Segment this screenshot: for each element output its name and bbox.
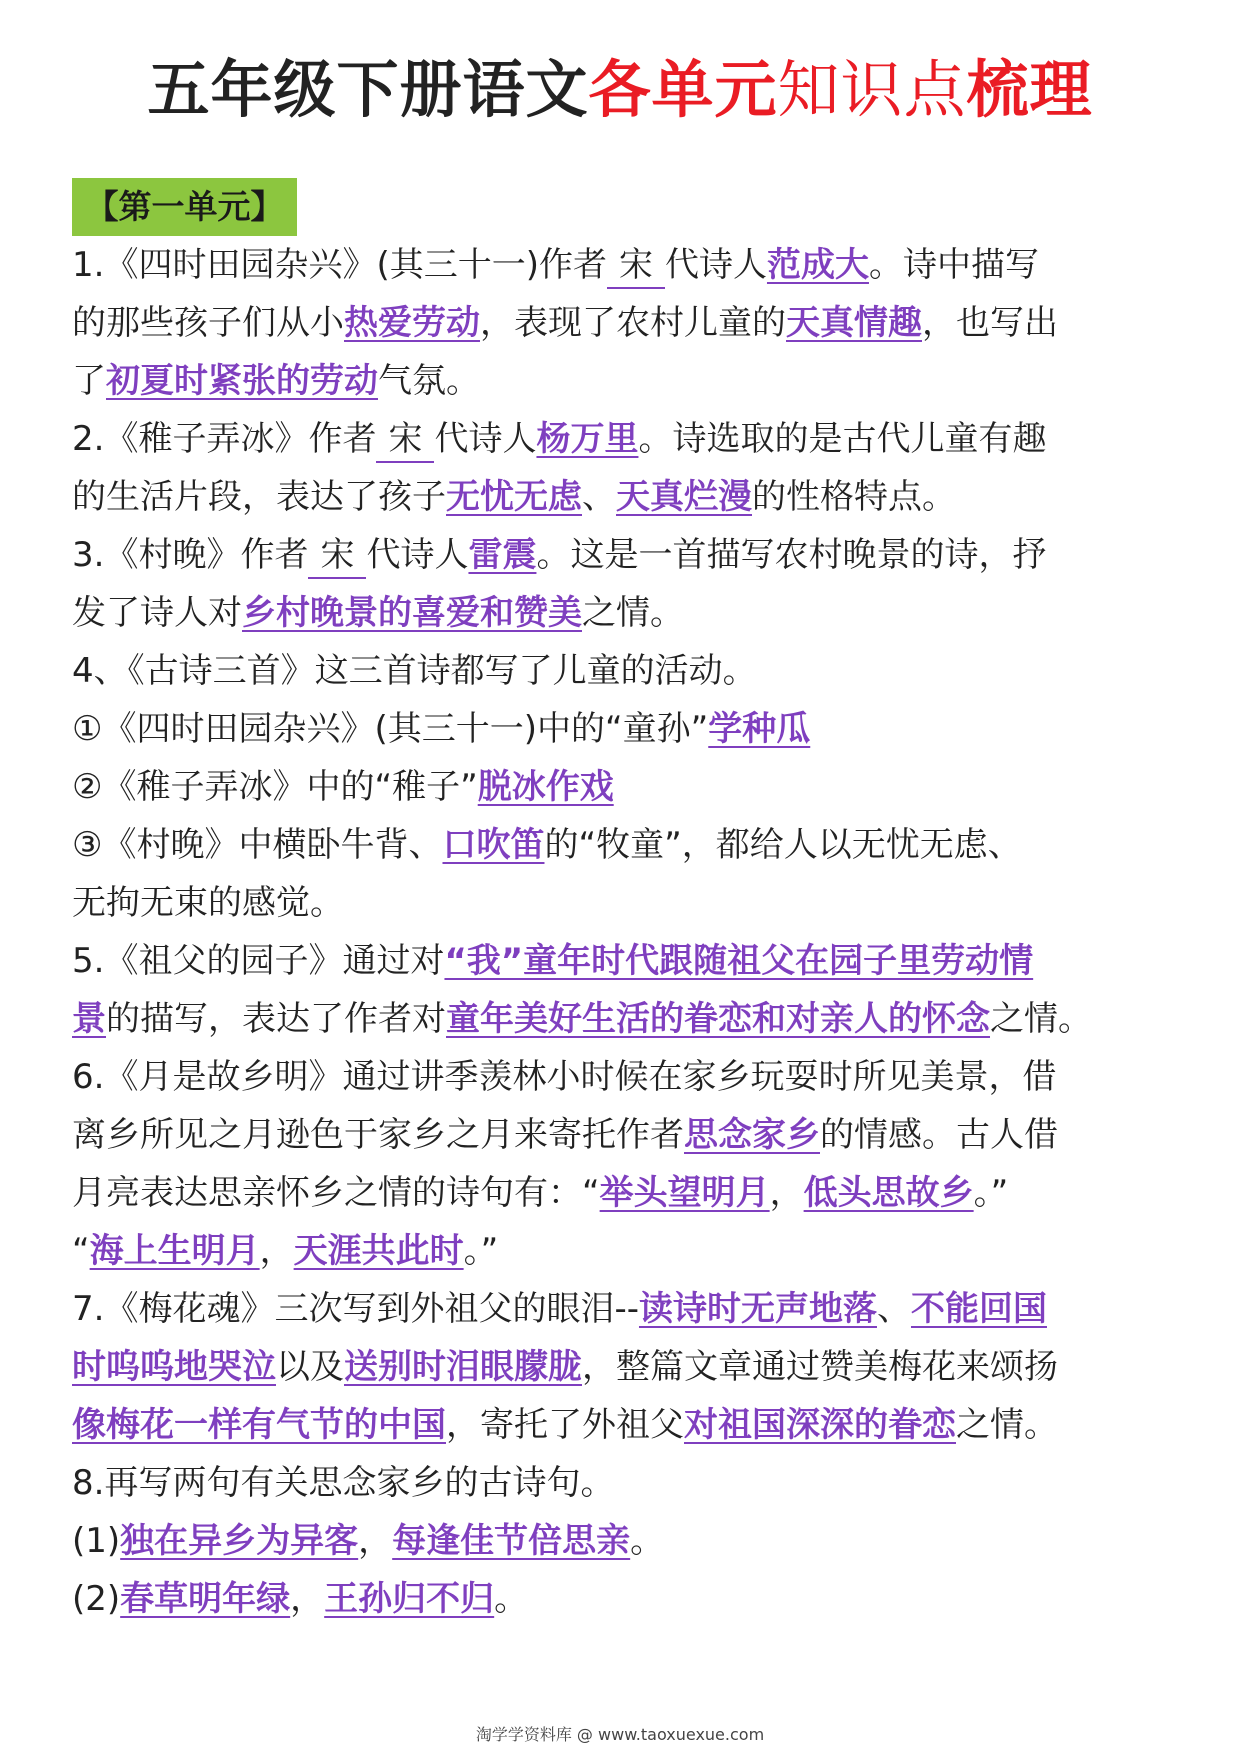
text-line	[72, 1222, 1172, 1280]
text-segment: 7.《梅花魂》三次写到外祖父的眼泪--	[72, 1289, 639, 1329]
text-line	[72, 410, 1172, 468]
text-line	[72, 932, 1172, 990]
answer-highlight: 读诗时无声地落	[638, 1289, 877, 1329]
text-line	[72, 1048, 1172, 1106]
text-segment: 、	[582, 477, 616, 517]
answer-highlight: 思念家乡	[684, 1115, 820, 1155]
text-segment: 1.《四时田园杂兴》(其三十一)作者	[72, 245, 607, 285]
text-segment: 。诗选取的是古代儿童有趣	[638, 419, 1047, 459]
text-line	[72, 990, 1172, 1048]
text-line	[72, 526, 1172, 584]
answer-highlight: 独在异乡为异客	[120, 1521, 359, 1561]
answer-highlight: 初夏时紧张的劳动	[106, 361, 378, 401]
answer-highlight: 低头思故乡	[803, 1173, 974, 1213]
answer-highlight: 天真情趣	[786, 303, 922, 343]
answer-highlight: 脱冰作戏	[477, 767, 614, 807]
text-segment: 的那些孩子们从小	[72, 303, 344, 343]
answer-highlight: “我”童年时代跟随祖父在园子里劳动情	[444, 941, 1034, 981]
text-segment: ，寄托了外祖父	[446, 1405, 684, 1445]
text-segment: 。	[630, 1521, 665, 1561]
answer-highlight: 雷震	[468, 535, 537, 575]
answer-highlight: 像梅花一样有气节的中国	[72, 1405, 446, 1445]
text-segment: ，	[769, 1173, 804, 1213]
page-title	[0, 50, 1240, 130]
text-line	[72, 1280, 1172, 1338]
text-segment: 的描写，表达了作者对	[106, 999, 446, 1039]
text-segment: ，	[259, 1231, 294, 1271]
answer-highlight: 口吹笛	[442, 825, 545, 865]
text-line	[72, 1396, 1172, 1454]
text-segment: 之情。	[956, 1405, 1058, 1445]
text-segment: 代诗人	[366, 535, 469, 575]
knowledge-points	[72, 236, 1172, 1628]
text-line	[72, 1454, 1172, 1512]
text-line	[72, 874, 1172, 932]
text-segment: (1)	[72, 1521, 121, 1561]
text-line	[72, 584, 1172, 642]
answer-blank: 宋	[308, 533, 366, 579]
answer-highlight: 童年美好生活的眷恋和对亲人的怀念	[446, 999, 990, 1039]
title-part-3: 知识点	[777, 53, 967, 126]
answer-highlight: 时呜呜地哭泣	[72, 1347, 276, 1387]
text-line	[72, 1106, 1172, 1164]
answer-highlight: 天真烂漫	[616, 477, 752, 517]
text-segment: 月亮表达思亲怀乡之情的诗句有：“	[72, 1173, 600, 1213]
text-line	[72, 1512, 1172, 1570]
text-line	[72, 1338, 1172, 1396]
answer-highlight: 举头望明月	[599, 1173, 770, 1213]
text-line	[72, 1164, 1172, 1222]
text-segment: 2.《稚子弄冰》作者	[72, 419, 377, 459]
text-line	[72, 642, 1172, 700]
text-line	[72, 352, 1172, 410]
answer-highlight: 景	[72, 999, 106, 1039]
text-segment: 之情。	[990, 999, 1092, 1039]
answer-blank: 宋	[607, 243, 665, 289]
text-segment: 的性格特点。	[752, 477, 956, 517]
text-segment: 之情。	[582, 593, 684, 633]
text-segment: (2)	[72, 1579, 121, 1619]
text-segment: 、	[876, 1289, 911, 1329]
text-segment: ，	[290, 1579, 325, 1619]
text-segment: 6.《月是故乡明》通过讲季羡林小时候在家乡玩耍时所见美景，借	[72, 1057, 1057, 1097]
answer-highlight: 对祖国深深的眷恋	[684, 1405, 956, 1445]
text-line	[72, 236, 1172, 294]
title-part-4: 梳理	[966, 53, 1093, 126]
text-segment: 4、《古诗三首》这三首诗都写了儿童的活动。	[72, 651, 757, 691]
text-line	[72, 468, 1172, 526]
answer-highlight: 杨万里	[536, 419, 639, 459]
answer-highlight: 乡村晚景的喜爱和赞美	[242, 593, 582, 633]
answer-highlight: 无忧无虑	[446, 477, 582, 517]
text-segment: 3.《村晚》作者	[72, 535, 309, 575]
answer-highlight: 春草明年绿	[120, 1579, 291, 1619]
text-segment: ②《稚子弄冰》中的“稚子”	[72, 767, 478, 807]
answer-highlight: 不能回国	[910, 1289, 1047, 1329]
text-segment: 。”	[463, 1231, 499, 1271]
text-segment: ，表现了农村儿童的	[480, 303, 786, 343]
text-segment: 的“牧童”，都给人以无忧无虑、	[544, 825, 1022, 865]
text-segment: 8.再写两句有关思念家乡的古诗句。	[72, 1463, 615, 1503]
answer-highlight: 每逢佳节倍思亲	[392, 1521, 631, 1561]
answer-highlight: 热爱劳动	[344, 303, 480, 343]
answer-highlight: 王孙归不归	[324, 1579, 495, 1619]
title-part-1: 五年级下册语文	[147, 53, 589, 126]
text-segment: 代诗人	[434, 419, 537, 459]
text-segment: 。”	[973, 1173, 1009, 1213]
answer-highlight: 海上生明月	[89, 1231, 260, 1271]
text-segment: ③《村晚》中横卧牛背、	[72, 825, 443, 865]
text-segment: 的生活片段，表达了孩子	[72, 477, 446, 517]
text-segment: ，	[358, 1521, 393, 1561]
text-segment: ，整篇文章通过赞美梅花来颂扬	[582, 1347, 1058, 1387]
answer-blank: 宋	[376, 417, 434, 463]
text-segment: “	[72, 1231, 90, 1271]
text-segment: ①《四时田园杂兴》(其三十一)中的“童孙”	[72, 709, 709, 749]
title-part-2: 各单元	[588, 53, 778, 126]
unit-heading: 【第一单元】	[72, 178, 297, 236]
text-segment: 气氛。	[378, 361, 480, 401]
text-segment: 5.《祖父的园子》通过对	[72, 941, 445, 981]
answer-highlight: 天涯共此时	[293, 1231, 464, 1271]
text-segment: 离乡所见之月逊色于家乡之月来寄托作者	[72, 1115, 684, 1155]
text-line	[72, 816, 1172, 874]
text-segment: 代诗人	[664, 245, 767, 285]
text-segment: 无拘无束的感觉。	[72, 883, 344, 923]
text-segment: 了	[72, 361, 106, 401]
footer-watermark: 淘学学资料库 @ www.taoxuexue.com	[475, 1725, 765, 1744]
text-line	[72, 700, 1172, 758]
text-segment: 以及	[276, 1347, 344, 1387]
text-segment: 发了诗人对	[72, 593, 242, 633]
answer-highlight: 范成大	[766, 245, 869, 285]
answer-highlight: 送别时泪眼朦胧	[344, 1347, 582, 1387]
text-line	[72, 294, 1172, 352]
answer-highlight: 学种瓜	[708, 709, 811, 749]
text-segment: 的情感。古人借	[820, 1115, 1058, 1155]
text-segment: 。这是一首描写农村晚景的诗，抒	[536, 535, 1047, 575]
text-segment: ，也写出	[922, 303, 1058, 343]
text-line	[72, 758, 1172, 816]
text-line	[72, 1570, 1172, 1628]
text-segment: 。诗中描写	[868, 245, 1039, 285]
text-segment: 。	[494, 1579, 529, 1619]
